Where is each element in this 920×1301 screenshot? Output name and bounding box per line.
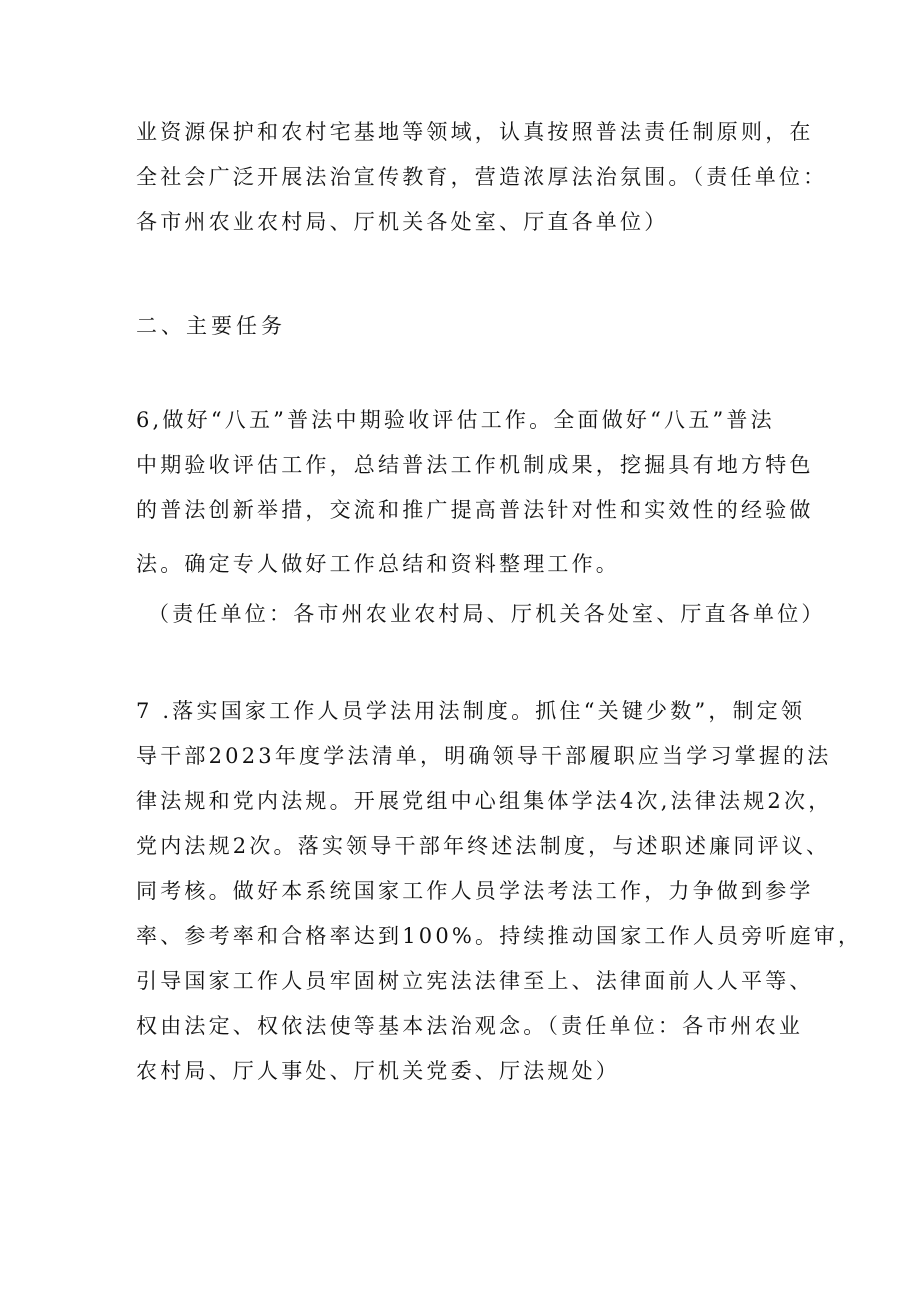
item6-line-4: 法。确定专人做好工作总结和资料整理工作。 — [136, 552, 620, 576]
item6-line-3: 的普法创新举措，交流和推广提高普法针对性和实效性的经验做 — [136, 498, 814, 522]
item6-line-2: 中期验收评估工作，总结普法工作机制成果，挖掘具有地方特色 — [136, 453, 814, 477]
intro-line-2: 全社会广泛开展法治宣传教育，营造浓厚法治氛围。（责任单位： — [136, 165, 828, 189]
item7-line-5: 同考核。做好本系统国家工作人员学法考法工作，力争做到参学 — [136, 879, 814, 903]
item6-line-1: 6,做好“八五”普法中期验收评估工作。全面做好“八五”普法 — [136, 408, 775, 432]
item7-line-7: 引导国家工作人员牢固树立宪法法律至上、法律面前人人平等、 — [136, 969, 814, 993]
item7-line-3: 律法规和党内法规。开展党组中心组集体学法4次,法律法规2次， — [136, 789, 833, 813]
item7-line-1: 7 .落实国家工作人员学法用法制度。抓住“关键少数”，制定领 — [136, 699, 806, 723]
item7-line-9: 农村局、厅人事处、厅机关党委、厅法规处） — [136, 1059, 620, 1083]
item7-line-4: 党内法规2次。落实领导干部年终述法制度，与述职述廉同评议、 — [136, 834, 831, 858]
item7-line-8: 权由法定、权依法使等基本法治观念。（责任单位：各市州农业 — [136, 1014, 804, 1038]
intro-line-1: 业资源保护和农村宅基地等领域，认真按照普法责任制原则，在 — [136, 120, 814, 144]
item7-line-2: 导干部2023年度学法清单，明确领导干部履职应当学习掌握的法 — [136, 744, 832, 768]
item6-responsibility: （责任单位：各市州农业农村局、厅机关各处室、厅直各单位） — [148, 602, 826, 626]
intro-line-3: 各市州农业农村局、厅机关各处室、厅直各单位） — [136, 210, 669, 234]
item7-line-6: 率、参考率和合格率达到100%。持续推动国家工作人员旁听庭审， — [136, 924, 863, 948]
section-heading: 二、主要任务 — [136, 314, 286, 338]
